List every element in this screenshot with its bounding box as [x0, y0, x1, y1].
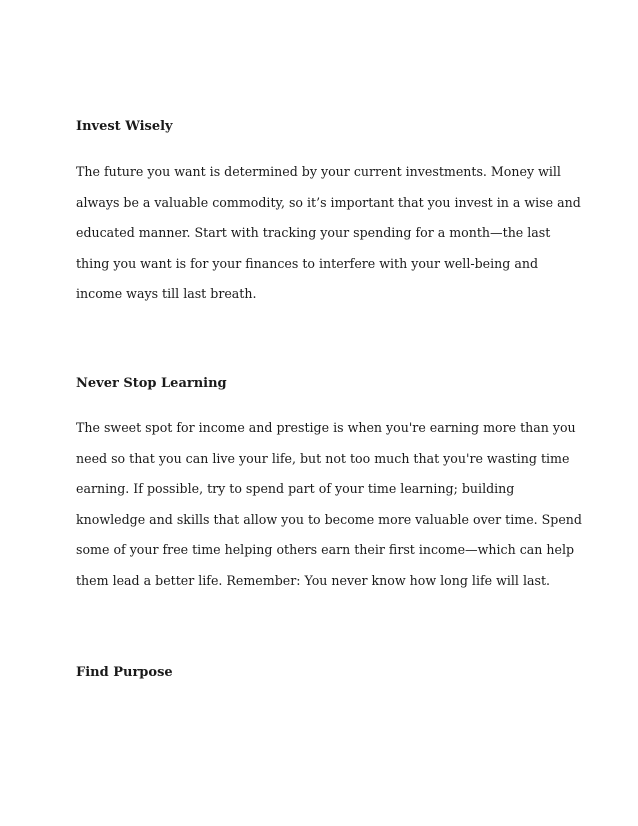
paragraph-line: them lead a better life. Remember: You never know how long life will last.	[76, 572, 551, 588]
paragraph-line: always be a valuable commodity, so it’s important that you invest in a wise and	[76, 194, 581, 210]
section-heading-invest-wisely: Invest Wisely	[76, 119, 173, 134]
paragraph-line: need so that you can live your life, but not too much that you're wasting time	[76, 450, 570, 466]
paragraph-line: knowledge and skills that allow you to become more valuable over time. Spend	[76, 511, 582, 527]
paragraph-line: earning. If possible, try to spend part of your time learning; building	[76, 481, 515, 496]
paragraph-line: some of your free time helping others earn their first income—which can help	[76, 542, 575, 557]
paragraph-line: educated manner. Start with tracking your spending for a month—the last	[76, 225, 551, 240]
paragraph-line: The future you want is determined by your current investments. Money will	[76, 164, 561, 179]
section-body-never-stop-learning	[76, 413, 582, 596]
paragraph-line: The sweet spot for income and prestige is when you're earning more than you	[76, 420, 576, 435]
section-heading-find-purpose: Find Purpose	[76, 665, 173, 680]
paragraph-line: thing you want is for your finances to interfere with your well-being and	[76, 255, 539, 271]
section-body-invest-wisely	[76, 157, 581, 310]
paragraph-line: income ways till last breath.	[76, 286, 257, 301]
section-heading-never-stop-learning: Never Stop Learning	[76, 376, 227, 391]
